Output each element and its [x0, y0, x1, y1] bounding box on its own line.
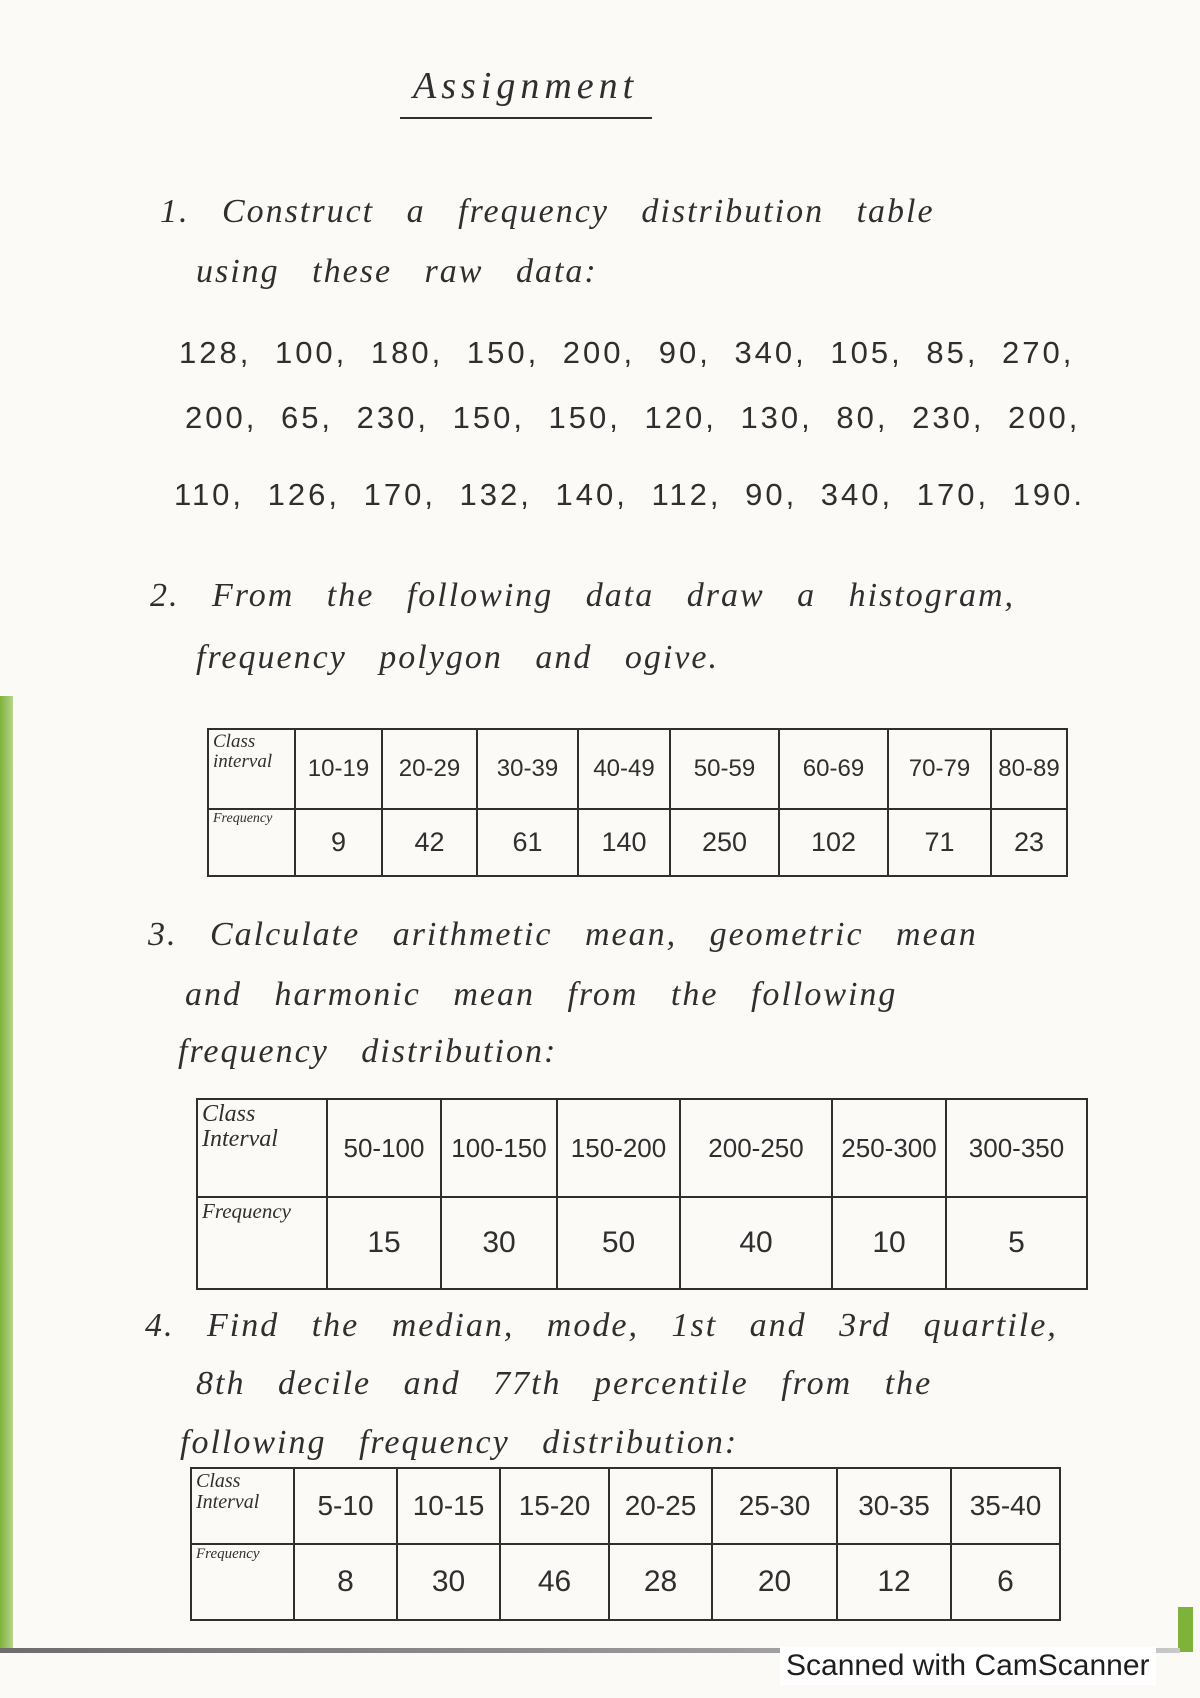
- question-4-line-2: 8th decile and 77th percentile from the: [196, 1365, 933, 1402]
- class-interval-cell: 50-59: [670, 729, 779, 809]
- class-interval-cell: 20-25: [609, 1468, 712, 1544]
- frequency-cell: 10: [832, 1197, 946, 1289]
- camscanner-watermark: Scanned with CamScanner: [780, 1647, 1156, 1685]
- question-4-line-1: 4. Find the median, mode, 1st and 3rd quartile,: [145, 1307, 1058, 1344]
- class-interval-label: Class Interval: [191, 1468, 294, 1544]
- class-interval-cell: 30-39: [477, 729, 578, 809]
- assignment-title: Assignment: [413, 65, 639, 107]
- frequency-cell: 12: [837, 1544, 951, 1620]
- question-4-line-3: following frequency distribution:: [180, 1424, 739, 1461]
- class-interval-label: Class interval: [208, 729, 295, 809]
- frequency-cell: 20: [712, 1544, 837, 1620]
- class-interval-cell: 80-89: [991, 729, 1067, 809]
- question-2-line-1: 2. From the following data draw a histogram,: [150, 577, 1016, 614]
- class-interval-cell: 150-200: [557, 1099, 680, 1197]
- class-interval-cell: 50-100: [327, 1099, 441, 1197]
- class-interval-cell: 15-20: [500, 1468, 609, 1544]
- frequency-cell: 23: [991, 809, 1067, 876]
- frequency-cell: 8: [294, 1544, 397, 1620]
- question-2-line-2: frequency polygon and ogive.: [196, 639, 719, 676]
- class-interval-row: [208, 729, 1067, 809]
- frequency-cell: 30: [441, 1197, 557, 1289]
- frequency-cell: 15: [327, 1197, 441, 1289]
- class-interval-cell: 250-300: [832, 1099, 946, 1197]
- frequency-table-q3: [196, 1098, 1088, 1290]
- frequency-label: Frequency: [208, 809, 295, 876]
- frequency-table-q2: [207, 728, 1068, 877]
- class-interval-cell: 10-15: [397, 1468, 500, 1544]
- frequency-cell: 250: [670, 809, 779, 876]
- question-1-line-2: using these raw data:: [196, 253, 598, 290]
- class-interval-cell: 200-250: [680, 1099, 832, 1197]
- raw-data-line: 128, 100, 180, 150, 200, 90, 340, 105, 85, 270,: [179, 335, 1075, 370]
- frequency-label: Frequency: [197, 1197, 327, 1289]
- frequency-label: Frequency: [191, 1544, 294, 1620]
- question-3-line-2: and harmonic mean from the following: [185, 976, 898, 1013]
- scan-edge-left: [0, 696, 13, 1652]
- question-3-line-3: frequency distribution:: [178, 1033, 558, 1070]
- frequency-row: [191, 1544, 1060, 1620]
- class-interval-row: [191, 1468, 1060, 1544]
- frequency-cell: 28: [609, 1544, 712, 1620]
- frequency-cell: 140: [578, 809, 670, 876]
- class-interval-cell: 30-35: [837, 1468, 951, 1544]
- frequency-cell: 5: [946, 1197, 1087, 1289]
- title-underline: [400, 117, 652, 119]
- class-interval-row: [197, 1099, 1087, 1197]
- class-interval-cell: 70-79: [888, 729, 991, 809]
- class-interval-cell: 35-40: [951, 1468, 1060, 1544]
- frequency-cell: 61: [477, 809, 578, 876]
- frequency-cell: 71: [888, 809, 991, 876]
- class-interval-label: Class Interval: [197, 1099, 327, 1197]
- frequency-row: [197, 1197, 1087, 1289]
- scan-edge-right: [1178, 1607, 1193, 1652]
- class-interval-cell: 40-49: [578, 729, 670, 809]
- question-1-line-1: 1. Construct a frequency distribution table: [160, 193, 935, 230]
- class-interval-cell: 5-10: [294, 1468, 397, 1544]
- class-interval-cell: 20-29: [382, 729, 477, 809]
- raw-data-line: 110, 126, 170, 132, 140, 112, 90, 340, 170, 190.: [174, 477, 1086, 512]
- class-interval-cell: 60-69: [779, 729, 888, 809]
- raw-data-line: 200, 65, 230, 150, 150, 120, 130, 80, 230, 200,: [185, 400, 1081, 435]
- frequency-cell: 50: [557, 1197, 680, 1289]
- question-3-line-1: 3. Calculate arithmetic mean, geometric mean: [148, 916, 978, 953]
- frequency-cell: 46: [500, 1544, 609, 1620]
- frequency-cell: 42: [382, 809, 477, 876]
- frequency-cell: 9: [295, 809, 382, 876]
- frequency-cell: 102: [779, 809, 888, 876]
- frequency-row: [208, 809, 1067, 876]
- frequency-cell: 6: [951, 1544, 1060, 1620]
- frequency-table-q4: [190, 1467, 1061, 1621]
- class-interval-cell: 100-150: [441, 1099, 557, 1197]
- class-interval-cell: 25-30: [712, 1468, 837, 1544]
- frequency-cell: 30: [397, 1544, 500, 1620]
- class-interval-cell: 10-19: [295, 729, 382, 809]
- frequency-cell: 40: [680, 1197, 832, 1289]
- class-interval-cell: 300-350: [946, 1099, 1087, 1197]
